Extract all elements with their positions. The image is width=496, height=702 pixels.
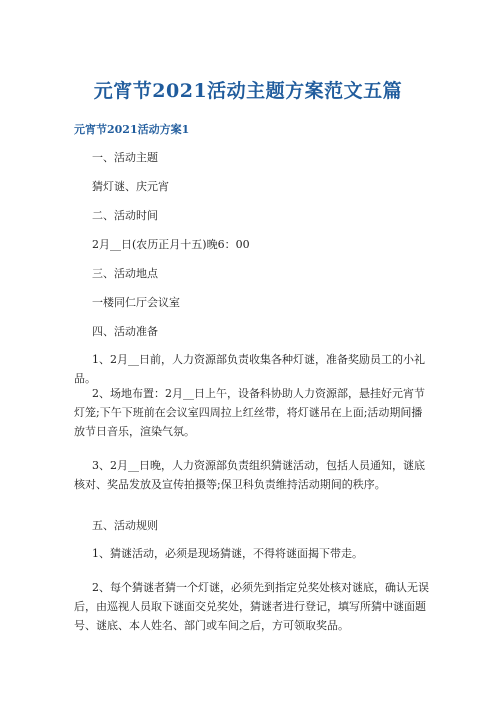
prep-paragraph-2: 2、场地布置：2月__日上午，设备科协助人力资源部，悬挂好元宵节灯笼;下午下班前在会议室四周拉上红丝带，将灯谜吊在上面;活动期间播放节日音乐，渲染气氛。	[74, 387, 425, 438]
activity-location-text: 一楼同仁厅会议室	[92, 296, 180, 309]
heading-activity-location: 三、活动地点	[92, 267, 158, 280]
prep-paragraph-3: 3、2月__日晚，人力资源部负责组织猜谜活动，包括人员通知，谜底核对、奖品发放及宣传拍摄等;保卫科负责维持活动期间的秩序。	[74, 459, 425, 491]
heading-activity-rules: 五、活动规则	[92, 519, 158, 532]
heading-activity-theme: 一、活动主题	[92, 151, 158, 164]
section-heading: 元宵节2021活动方案1	[74, 123, 190, 136]
rules-paragraph-2: 2、每个猜谜者猜一个灯谜，必须先到指定兑奖处核对谜底，确认无误后，由巡视人员取下谜面交兑奖处，猜谜者进行登记，填写所猜中谜面题号、谜底、本人姓名、部门或车间之后，方可领取奖品。	[74, 581, 429, 632]
rules-paragraph-1: 1、猜谜活动，必须是现场猜谜，不得将谜面揭下带走。	[92, 547, 363, 560]
heading-activity-preparation: 四、活动准备	[92, 325, 158, 338]
activity-theme-text: 猜灯谜、庆元宵	[92, 180, 169, 193]
activity-time-text: 2月__日(农历正月十五)晚6：00	[92, 238, 250, 251]
prep-paragraph-1: 1、2月__日前，人力资源部负责收集各种灯谜，准备奖励员工的小礼品。	[74, 353, 425, 385]
document-title: 元宵节2021活动主题方案范文五篇	[93, 80, 403, 102]
heading-activity-time: 二、活动时间	[92, 209, 158, 222]
